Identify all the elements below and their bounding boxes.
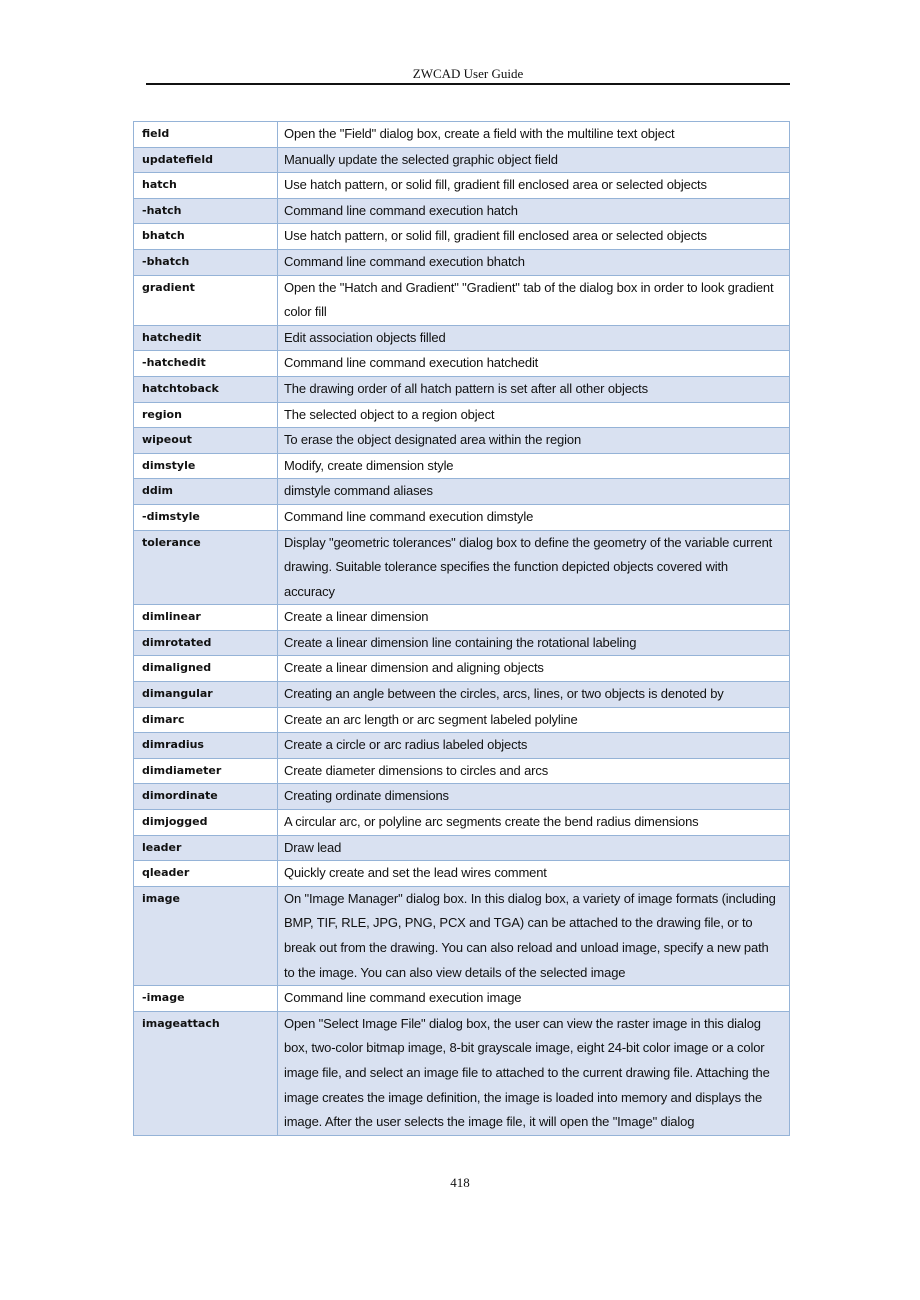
command-description: Quickly create and set the lead wires comment	[278, 861, 790, 887]
command-description: Open the "Field" dialog box, create a field with the multiline text object	[278, 122, 790, 148]
command-description: Command line command execution dimstyle	[278, 504, 790, 530]
command-name: field	[134, 122, 278, 148]
command-name: -hatchedit	[134, 351, 278, 377]
table-row	[134, 835, 790, 861]
command-name: updatefield	[134, 147, 278, 173]
table-row	[134, 147, 790, 173]
command-description: Display "geometric tolerances" dialog box to define the geometry of the variable current drawing. Suitable tolerance specifies the function depicted objects covered with accuracy	[278, 530, 790, 605]
command-name: qleader	[134, 861, 278, 887]
command-description: The drawing order of all hatch pattern is set after all other objects	[278, 376, 790, 402]
page-header: ZWCAD User Guide	[412, 66, 524, 81]
command-name: dimstyle	[134, 453, 278, 479]
command-description: Modify, create dimension style	[278, 453, 790, 479]
command-name: dimradius	[134, 733, 278, 759]
command-name: hatchtoback	[134, 376, 278, 402]
command-description: Create an arc length or arc segment labeled polyline	[278, 707, 790, 733]
table-row	[134, 530, 790, 605]
table-row	[134, 605, 790, 631]
command-description: Manually update the selected graphic object field	[278, 147, 790, 173]
command-name: dimaligned	[134, 656, 278, 682]
command-table	[133, 121, 790, 1136]
command-name: image	[134, 886, 278, 985]
command-description: Open the "Hatch and Gradient" "Gradient" tab of the dialog box in order to look gradient color fill	[278, 275, 790, 325]
table-row	[134, 861, 790, 887]
command-name: gradient	[134, 275, 278, 325]
table-row	[134, 784, 790, 810]
command-name: dimjogged	[134, 810, 278, 836]
table-row	[134, 122, 790, 148]
command-name: hatchedit	[134, 325, 278, 351]
table-row	[134, 758, 790, 784]
command-description: The selected object to a region object	[278, 402, 790, 428]
command-description: dimstyle command aliases	[278, 479, 790, 505]
command-description: Creating ordinate dimensions	[278, 784, 790, 810]
command-name: region	[134, 402, 278, 428]
command-description: Command line command execution image	[278, 986, 790, 1012]
header-rule	[146, 83, 790, 85]
command-name: tolerance	[134, 530, 278, 605]
command-name: dimarc	[134, 707, 278, 733]
table-row	[134, 198, 790, 224]
command-description: Create a circle or arc radius labeled objects	[278, 733, 790, 759]
table-row	[134, 656, 790, 682]
page-number: 418	[450, 1175, 470, 1190]
command-description: Command line command execution hatch	[278, 198, 790, 224]
command-name: leader	[134, 835, 278, 861]
table-row	[134, 402, 790, 428]
table-row	[134, 630, 790, 656]
table-row	[134, 682, 790, 708]
command-name: bhatch	[134, 224, 278, 250]
table-row	[134, 224, 790, 250]
table-row	[134, 1011, 790, 1135]
command-description: Draw lead	[278, 835, 790, 861]
table-row	[134, 986, 790, 1012]
command-name: hatch	[134, 173, 278, 199]
table-row	[134, 733, 790, 759]
command-description: Command line command execution hatchedit	[278, 351, 790, 377]
table-row	[134, 325, 790, 351]
command-description: Use hatch pattern, or solid fill, gradient fill enclosed area or selected objects	[278, 224, 790, 250]
command-name: dimordinate	[134, 784, 278, 810]
table-row	[134, 275, 790, 325]
table-row	[134, 504, 790, 530]
table-row	[134, 886, 790, 985]
command-description: To erase the object designated area within the region	[278, 428, 790, 454]
table-row	[134, 453, 790, 479]
table-row	[134, 707, 790, 733]
table-row	[134, 173, 790, 199]
command-name: -dimstyle	[134, 504, 278, 530]
table-row	[134, 351, 790, 377]
command-name: imageattach	[134, 1011, 278, 1135]
command-description: On "Image Manager" dialog box. In this dialog box, a variety of image formats (including BMP, TIF, RLE, JPG, PNG, PCX and TGA) can be attached to the drawing file, or to break out from the drawing. You can also reload and unload image, specify a new path to the image. You can also view details of the selected image	[278, 886, 790, 985]
command-description: Create a linear dimension and aligning objects	[278, 656, 790, 682]
command-description: Open "Select Image File" dialog box, the user can view the raster image in this dialog box, two-color bitmap image, 8-bit grayscale image, eight 24-bit color image or a color image file, and select an image file to attached to the current drawing file. Attaching the image creates the image definition, the image is loaded into memory and displays the image. After the user selects the image file, it will open the "Image" dialog	[278, 1011, 790, 1135]
command-description: Command line command execution bhatch	[278, 249, 790, 275]
command-description: Use hatch pattern, or solid fill, gradient fill enclosed area or selected objects	[278, 173, 790, 199]
command-description: Create a linear dimension line containing the rotational labeling	[278, 630, 790, 656]
table-row	[134, 249, 790, 275]
command-name: dimlinear	[134, 605, 278, 631]
command-name: -hatch	[134, 198, 278, 224]
table-row	[134, 810, 790, 836]
table-row	[134, 428, 790, 454]
command-name: -image	[134, 986, 278, 1012]
command-name: wipeout	[134, 428, 278, 454]
command-name: -bhatch	[134, 249, 278, 275]
command-name: ddim	[134, 479, 278, 505]
command-description: Creating an angle between the circles, arcs, lines, or two objects is denoted by	[278, 682, 790, 708]
command-description: A circular arc, or polyline arc segments create the bend radius dimensions	[278, 810, 790, 836]
command-name: dimdiameter	[134, 758, 278, 784]
command-description: Create diameter dimensions to circles and arcs	[278, 758, 790, 784]
command-name: dimangular	[134, 682, 278, 708]
command-name: dimrotated	[134, 630, 278, 656]
table-row	[134, 479, 790, 505]
command-description: Create a linear dimension	[278, 605, 790, 631]
table-row	[134, 376, 790, 402]
command-description: Edit association objects filled	[278, 325, 790, 351]
